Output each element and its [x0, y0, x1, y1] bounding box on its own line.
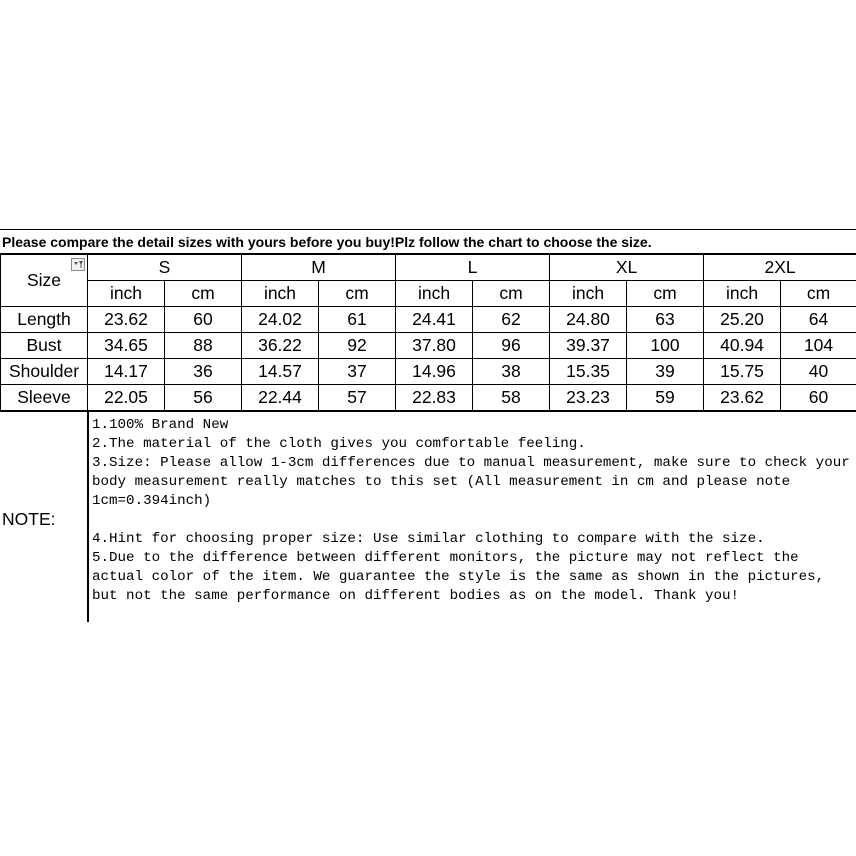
table-cell: 92 [319, 333, 396, 359]
size-header-s: S [88, 255, 242, 281]
unit-inch: inch [88, 281, 165, 307]
table-cell: 96 [473, 333, 550, 359]
table-cell: 62 [473, 307, 550, 333]
unit-cm: cm [319, 281, 396, 307]
table-cell: 14.96 [396, 359, 473, 385]
table-cell: 57 [319, 385, 396, 412]
size-header-m: M [242, 255, 396, 281]
unit-inch: inch [704, 281, 781, 307]
table-cell: 59 [627, 385, 704, 412]
table-cell: 15.75 [704, 359, 781, 385]
unit-cm: cm [473, 281, 550, 307]
size-table [0, 254, 856, 412]
table-cell: 39.37 [550, 333, 627, 359]
note-body [87, 412, 854, 622]
size-corner-cell [1, 255, 88, 307]
note-item: 4.Hint for choosing proper size: Use similar clothing to compare with the size. [92, 531, 765, 547]
table-cell: 104 [781, 333, 856, 359]
unit-cm: cm [165, 281, 242, 307]
table-cell: 60 [781, 385, 856, 412]
size-header-l: L [396, 255, 550, 281]
note-label: NOTE: [2, 508, 56, 529]
table-cell: 23.23 [550, 385, 627, 412]
size-header-row [1, 255, 856, 281]
table-cell: 23.62 [88, 307, 165, 333]
row-label: Sleeve [1, 385, 88, 412]
table-cell: 38 [473, 359, 550, 385]
table-cell: 22.83 [396, 385, 473, 412]
filter-dropdown-icon[interactable] [71, 258, 85, 271]
table-cell: 39 [627, 359, 704, 385]
table-cell: 63 [627, 307, 704, 333]
table-cell: 24.02 [242, 307, 319, 333]
table-cell: 14.17 [88, 359, 165, 385]
table-cell: 34.65 [88, 333, 165, 359]
unit-cm: cm [781, 281, 856, 307]
unit-inch: inch [550, 281, 627, 307]
table-cell: 60 [165, 307, 242, 333]
table-row [1, 307, 856, 333]
table-cell: 23.62 [704, 385, 781, 412]
table-cell: 40.94 [704, 333, 781, 359]
table-cell: 37 [319, 359, 396, 385]
note-item: 2.The material of the cloth gives you comfortable feeling. [92, 436, 586, 452]
row-label: Shoulder [1, 359, 88, 385]
row-label: Bust [1, 333, 88, 359]
unit-inch: inch [242, 281, 319, 307]
table-cell: 24.80 [550, 307, 627, 333]
table-row [1, 359, 856, 385]
note-item: 1.100% Brand New [92, 417, 229, 433]
table-cell: 61 [319, 307, 396, 333]
table-cell: 37.80 [396, 333, 473, 359]
row-label: Length [1, 307, 88, 333]
table-cell: 14.57 [242, 359, 319, 385]
chart-heading: Please compare the detail sizes with yours before you buy!Plz follow the chart to choose the size. [0, 229, 856, 254]
size-header-2xl: 2XL [704, 255, 856, 281]
table-row [1, 385, 856, 412]
table-row [1, 333, 856, 359]
note-spacer [92, 511, 854, 530]
note-item: 3.Size: Please allow 1-3cm differences due to manual measurement, make sure to check your body measurement really matches to this set (All measurement in cm and please note 1cm=0.394inch) [92, 455, 850, 509]
size-corner-label: Size [26, 270, 62, 290]
size-chart-sheet [0, 229, 856, 626]
table-cell: 64 [781, 307, 856, 333]
table-cell: 25.20 [704, 307, 781, 333]
table-cell: 15.35 [550, 359, 627, 385]
table-cell: 88 [165, 333, 242, 359]
table-cell: 40 [781, 359, 856, 385]
table-cell: 36 [165, 359, 242, 385]
note-item: 5.Due to the difference between different monitors, the picture may not reflect the actual color of the item. We guarantee the style is the same as shown in the pictures, but not the same performance on different bodies as on the model. Thank you! [92, 550, 825, 604]
table-cell: 24.41 [396, 307, 473, 333]
table-cell: 100 [627, 333, 704, 359]
table-cell: 58 [473, 385, 550, 412]
unit-cm: cm [627, 281, 704, 307]
table-cell: 22.44 [242, 385, 319, 412]
notes-section [0, 412, 856, 626]
table-cell: 36.22 [242, 333, 319, 359]
table-cell: 22.05 [88, 385, 165, 412]
unit-inch: inch [396, 281, 473, 307]
table-cell: 56 [165, 385, 242, 412]
unit-header-row [1, 281, 856, 307]
size-header-xl: XL [550, 255, 704, 281]
